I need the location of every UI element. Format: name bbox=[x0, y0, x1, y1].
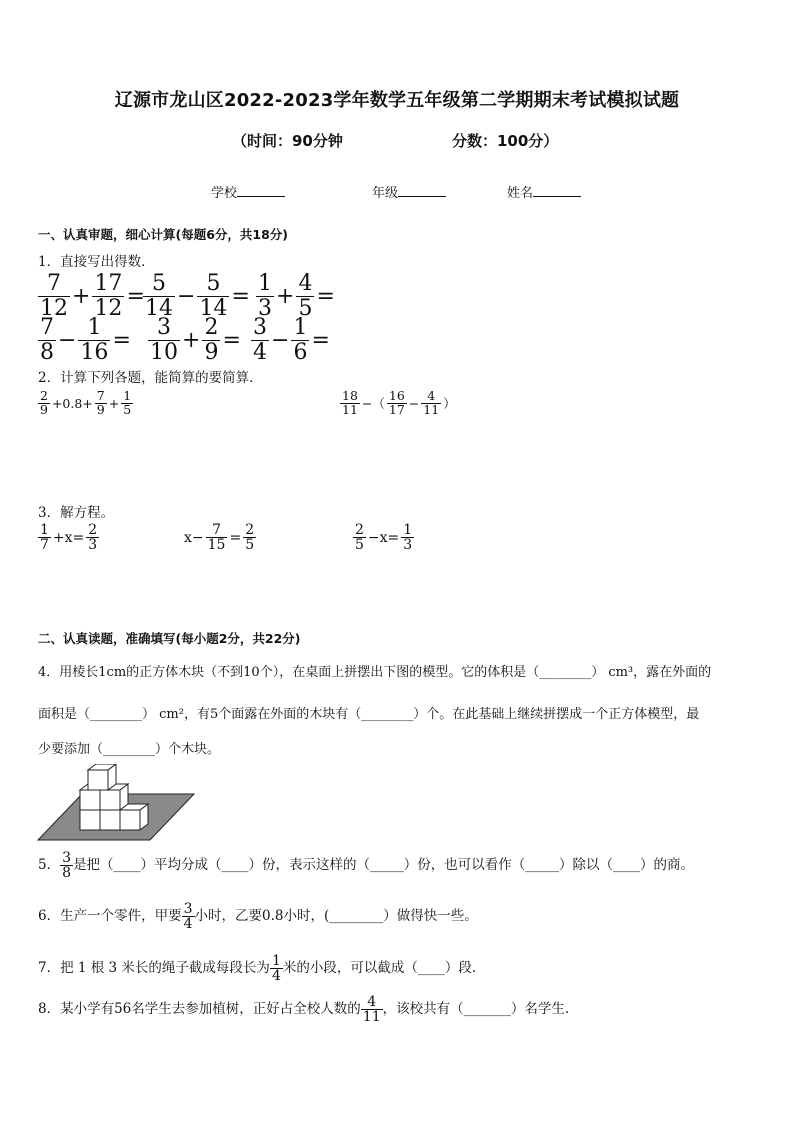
q1-item-2: $\frac{5}{14}$ − $\frac{5}{14}$ = bbox=[145, 271, 250, 321]
school-field bbox=[211, 182, 285, 201]
q3-eq-1: $\frac{1}{7}$ +x= $\frac{2}{3}$ bbox=[40, 522, 98, 553]
section2-heading: 二、认真读题，准确填写(每小题2分，共22分) bbox=[38, 631, 301, 646]
q4-line-3: 少要添加（________）个木块。 bbox=[38, 742, 221, 757]
exam-score: 分数：100分） bbox=[452, 132, 559, 150]
q2-expr-2: $\frac{18}{11}$ −（ $\frac{16}{17}$ − $\frac{4}{11}$ ） bbox=[342, 388, 456, 417]
q4-line-2: 面积是（________） cm²，有5个面露在外面的木块有（________）个。在此基础上继续拼摆成一个正方体模型，最 bbox=[38, 707, 700, 722]
q2-expr-1: $\frac{2}{9}$ +0.8+ $\frac{7}{9}$ + $\frac{1}{5}$ bbox=[40, 388, 132, 417]
name-field bbox=[507, 182, 581, 201]
name-label: 姓名 bbox=[507, 186, 534, 201]
q1-prompt: 1．直接写出得数． bbox=[38, 254, 155, 270]
q3-prompt: 3．解方程。 bbox=[38, 505, 115, 521]
q1-item-1: $\frac{7}{12}$ + $\frac{17}{12}$ = bbox=[40, 271, 145, 321]
q1-item-5: $\frac{3}{10}$ + $\frac{2}{9}$ = bbox=[150, 315, 241, 365]
grade-blank[interactable] bbox=[398, 195, 446, 197]
q6: 6．生产一个零件，甲要 $\frac{3}{4}$ 小时，乙要0.8小时，(________）做得快一些。 bbox=[38, 901, 478, 932]
q1-item-4: $\frac{7}{8}$ − $\frac{1}{16}$ = bbox=[40, 315, 131, 365]
q7: 7．把 1 根 3 米长的绳子截成每段长为 $\frac{1}{4}$ 米的小段，可以截成（____）段. bbox=[38, 953, 477, 984]
q1-item-3: $\frac{1}{3}$ + $\frac{4}{5}$ = bbox=[258, 271, 335, 321]
cube-model-figure bbox=[36, 764, 196, 842]
school-label: 学校 bbox=[211, 186, 238, 201]
school-blank[interactable] bbox=[237, 195, 285, 197]
q3-eq-3: $\frac{2}{5}$ −x= $\frac{1}{3}$ bbox=[355, 522, 413, 553]
grade-field bbox=[372, 182, 446, 201]
q2-prompt: 2．计算下列各题，能简算的要简算． bbox=[38, 370, 263, 386]
exam-time: （时间：90分钟 bbox=[232, 132, 343, 150]
q3-eq-2: x− $\frac{7}{15}$ = $\frac{2}{5}$ bbox=[184, 522, 255, 553]
q5: 5． $\frac{3}{8}$ 是把（____）平均分成（____）份，表示这样的（_____）份，也可以看作（_____）除以（____）的商。 bbox=[38, 850, 695, 881]
grade-label: 年级 bbox=[372, 186, 399, 201]
name-blank[interactable] bbox=[533, 195, 581, 197]
page-title: 辽源市龙山区2022-2023学年数学五年级第二学期期末考试模拟试题 bbox=[114, 90, 680, 111]
q4-line-1: 4．用棱长1cm的正方体木块（不到10个），在桌面上拼摆出下图的模型。它的体积是（________） cm³，露在外面的 bbox=[38, 665, 712, 680]
q8: 8．某小学有56名学生去参加植树，正好占全校人数的 $\frac{4}{11}$ ，该校共有（_______）名学生. bbox=[38, 994, 570, 1025]
q1-item-6: $\frac{3}{4}$ − $\frac{1}{6}$ = bbox=[253, 315, 330, 365]
section1-heading: 一、认真审题，细心计算(每题6分，共18分) bbox=[38, 227, 289, 242]
